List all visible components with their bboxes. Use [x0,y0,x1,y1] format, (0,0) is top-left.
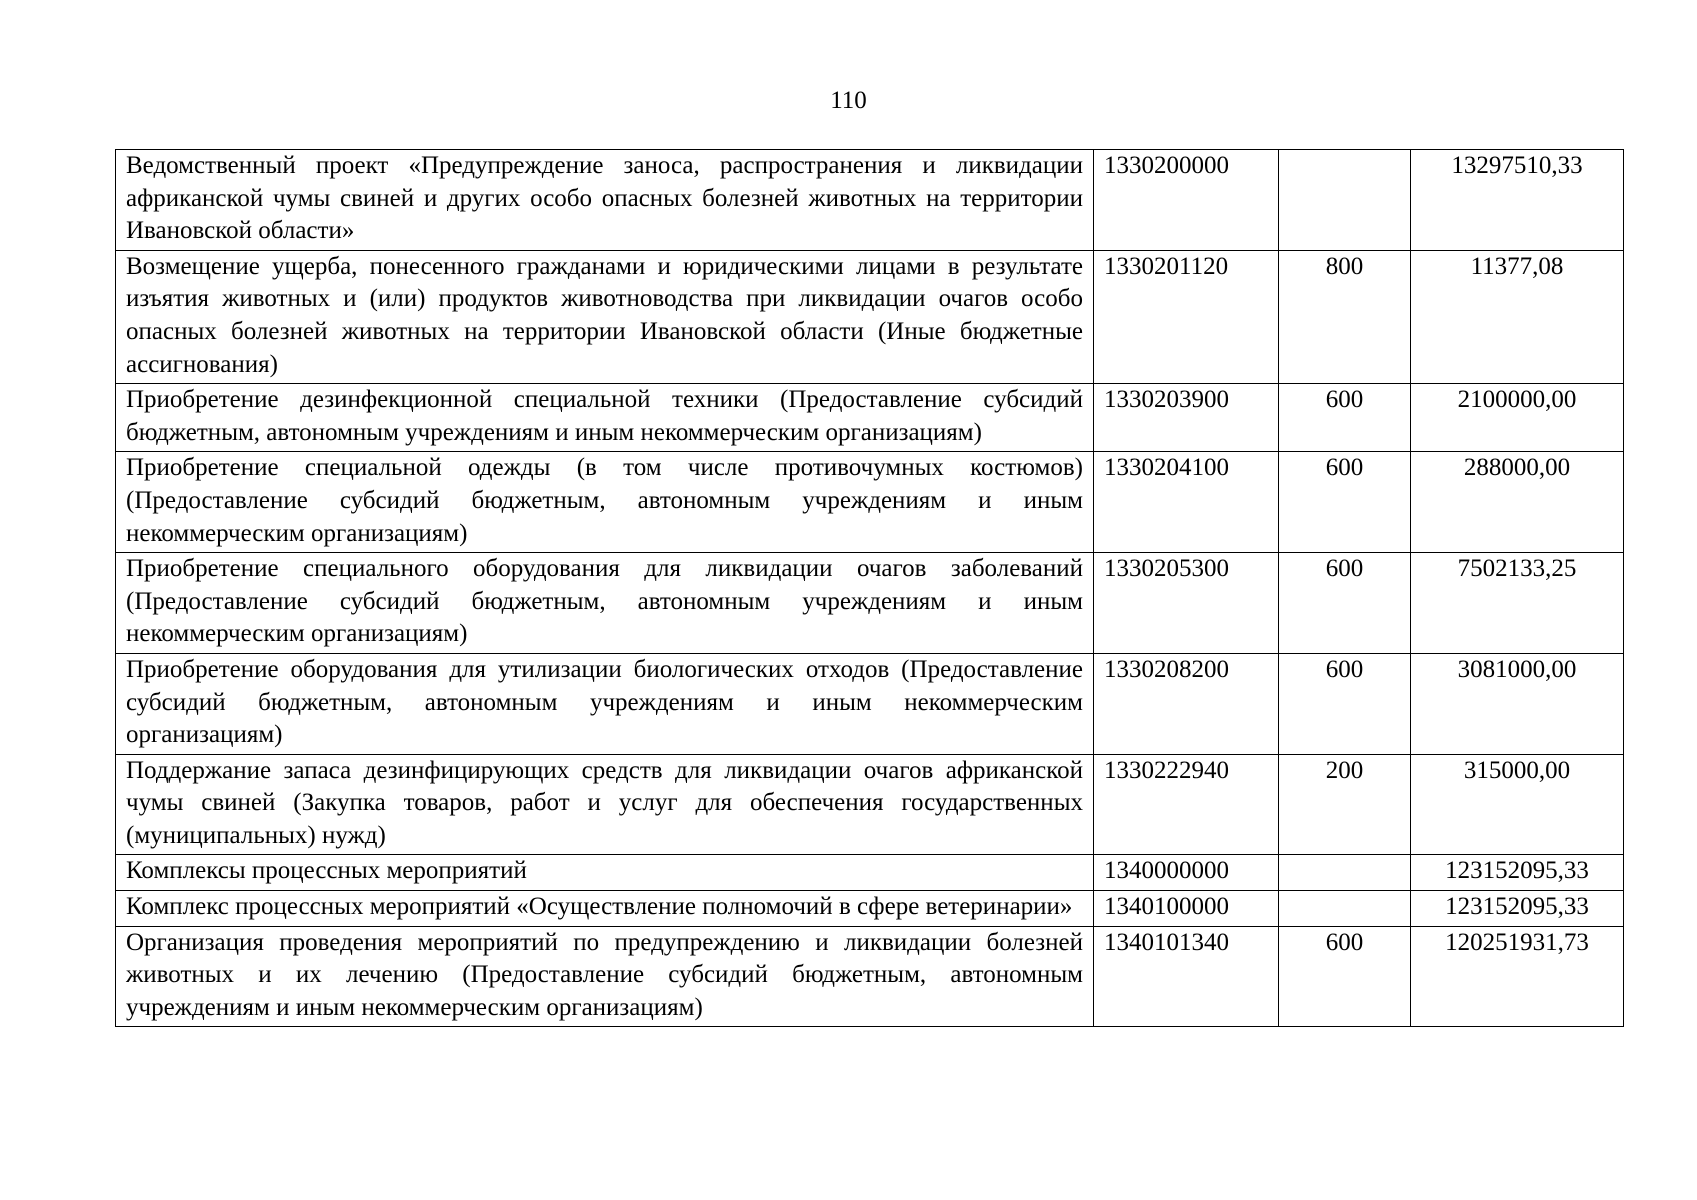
row-name: Возмещение ущерба, понесенного гражданами и юридическими лицами в результате изъятия животных и (или) продуктов животноводства при ликвидации очагов особо опасных болезней животных на территории Ивановской области (Иные бюджетные ассигнования) [116,250,1094,383]
row-name: Приобретение оборудования для утилизации биологических отходов (Предоставление субсидий бюджетным, автономным учреждениям и иным некоммерческим организациям) [116,653,1094,754]
table-row [116,150,1624,251]
row-sum: 2100000,00 [1411,384,1624,452]
row-code: 1340000000 [1094,855,1279,891]
row-name: Комплексы процессных мероприятий [116,855,1094,891]
row-sum: 123152095,33 [1411,855,1624,891]
page-number: 110 [830,87,867,114]
row-code: 1330204100 [1094,452,1279,553]
row-code: 1330205300 [1094,553,1279,654]
row-name: Поддержание запаса дезинфицирующих средств для ликвидации очагов африканской чумы свиней (Закупка товаров, работ и услуг для обеспечения государственных (муниципальных) нужд) [116,754,1094,855]
row-code: 1340100000 [1094,891,1279,927]
row-code: 1330200000 [1094,150,1279,251]
table-row [116,553,1624,654]
row-name: Ведомственный проект «Предупреждение заноса, распространения и ликвидации африканской чумы свиней и других особо опасных болезней животных на территории Ивановской области» [116,150,1094,251]
row-code: 1340101340 [1094,926,1279,1027]
row-expense-type: 600 [1279,653,1411,754]
row-expense-type [1279,891,1411,927]
row-sum: 288000,00 [1411,452,1624,553]
row-code: 1330222940 [1094,754,1279,855]
row-expense-type: 600 [1279,926,1411,1027]
table-row [116,250,1624,383]
row-sum: 3081000,00 [1411,653,1624,754]
row-sum: 120251931,73 [1411,926,1624,1027]
table-row [116,855,1624,891]
row-sum: 11377,08 [1411,250,1624,383]
row-name: Комплекс процессных мероприятий «Осуществление полномочий в сфере ветеринарии» [116,891,1094,927]
budget-table [115,149,1624,1027]
row-expense-type: 600 [1279,384,1411,452]
row-expense-type: 200 [1279,754,1411,855]
row-name: Приобретение специальной одежды (в том числе противочумных костюмов) (Предоставление субсидий бюджетным, автономным учреждениям и иным некоммерческим организациям) [116,452,1094,553]
table-row [116,653,1624,754]
row-name: Организация проведения мероприятий по предупреждению и ликвидации болезней животных и их лечению (Предоставление субсидий бюджетным, автономным учреждениям и иным некоммерческим организациям) [116,926,1094,1027]
row-sum: 315000,00 [1411,754,1624,855]
row-code: 1330203900 [1094,384,1279,452]
row-name: Приобретение специального оборудования для ликвидации очагов заболеваний (Предоставление субсидий бюджетным, автономным учреждениям и иным некоммерческим организациям) [116,553,1094,654]
row-sum: 13297510,33 [1411,150,1624,251]
row-expense-type [1279,855,1411,891]
table-row [116,926,1624,1027]
row-sum: 7502133,25 [1411,553,1624,654]
row-expense-type: 600 [1279,553,1411,654]
row-expense-type: 800 [1279,250,1411,383]
row-expense-type: 600 [1279,452,1411,553]
row-name: Приобретение дезинфекционной специальной техники (Предоставление субсидий бюджетным, автономным учреждениям и иным некоммерческим организациям) [116,384,1094,452]
table-row [116,452,1624,553]
table-row [116,754,1624,855]
table-row [116,384,1624,452]
table-row [116,891,1624,927]
row-expense-type [1279,150,1411,251]
row-code: 1330208200 [1094,653,1279,754]
row-code: 1330201120 [1094,250,1279,383]
row-sum: 123152095,33 [1411,891,1624,927]
